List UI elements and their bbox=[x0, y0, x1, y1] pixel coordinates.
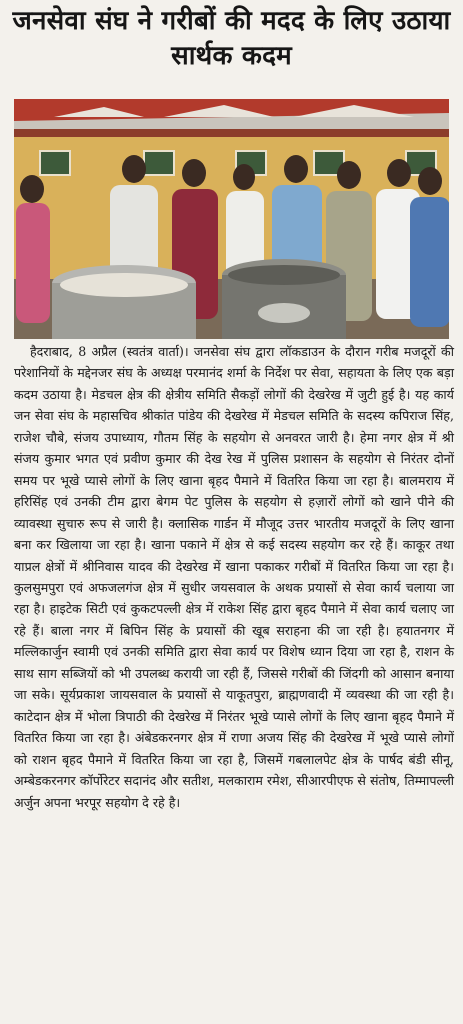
article-headline: जनसेवा संघ ने गरीबों की मदद के लिए उठाया सार्थक कदम bbox=[12, 6, 451, 71]
article-photo bbox=[14, 99, 449, 339]
article-body: हैदराबाद, 8 अप्रैल (स्वतंत्र वार्ता)। जनसेवा संघ द्वारा लॉकडाउन के दौरान गरीब मजदूरों की परेशानियों के मद्देनजर संघ के अध्यक्ष परमानंद शर्मा के निर्देश पर सेवा, सहायता के लिए एक बड़ा कदम उठाया है। मेडचल क्षेत्र की क्षेत्रीय समिति सैकड़ों लोगों की देखरेख में जुटी हुई है। यह कार्य जन सेवा संघ के महासचिव श्रीकांत पांडेय की देखरेख में मेडचल समिति के सदस्य कपिराज सिंह, राजेश चौबे, संजय उपाध्याय, गौतम सिंह के सहयोग से अनवरत जारी है। हेमा नगर क्षेत्र में श्री संजय कुमार भगत एवं प्रवीण कुमार की देख रेख में पुलिस प्रशासन के सहयोग से निरंतर दोनों समय पर भूखे प्यासे लोगों के लिए खाना बृहद पैमाने में वितरित किया जा रहा है। बालमराय में हरिसिंह एवं उनकी टीम द्वारा बेगम पेट पुलिस के सहयोग से हज़ारों लोगों को खाने पीने की व्यावस्था सुचारु रूप से जारी है। क्लासिक गार्डन में मौजूद उत्तर भारतीय मजदूरों के लिए खाना बना कर खिलाया जा रहा है। खाना पकाने में क्षेत्र से कई सदस्य सहयोग कर रहे हैं। काकूर तथा याप्रल क्षेत्रों में श्रीनिवास यादव की देखरेख में खाना पकाकर गरीबों में वितरित किया जा रहा है। कुलसुमपुरा एवं अफजलगंज क्षेत्र में सुधीर जयसवाल के अथक प्रयासों से सेवा कार्य चलाया जा रहा है। हाइटेक सिटी एवं कुकटपल्ली क्षेत्र में राकेश सिंह द्वारा बृहद पैमाने में सेवा कार्य चलाए जा रहे हैं। बाला नगर में बिपिन सिंह के प्रयासों की खूब सराहना की जा रही है। हयातनगर में मल्लिकार्जुन स्वामी एवं उनकी समिति द्वारा सेवा कार्य पर विशेष ध्यान दिया जा रहा है, राशन के साथ साग सब्जियों को भी उपलब्ध करायी जा रही हैं, जिससे गरीबों की जिंदगी को आसान बनाया जा सके। सूर्यप्रकाश जायसवाल के प्रयासों से याकूतपुरा, ब्राह्मणवादी में व्यवस्था की जा रही है। काटेदान क्षेत्र में भोला त्रिपाठी की देखरेख में निरंतर भूखे प्यासे लोगों के लिए खाना बृहद पैमाने में वितरित किया जा रहा है। अंबेडकरनगर क्षेत्र में राणा अजय सिंह की देखरेख में भूखे प्यासे लोगों को राशन बृहद पैमाने में वितरित किया जा रहा है, जिसमें गबलालपेट क्षेत्र के पार्षद बंडी सीनू, अम्बेडकरनगर कॉर्पोरेटर सदानंद और सतीश, मलकाराम रमेश, सीआरपीएफ से संतोष, तिम्मापल्ली अर्जुन अपना भरपूर सहयोग दे रहे है। bbox=[14, 344, 454, 810]
